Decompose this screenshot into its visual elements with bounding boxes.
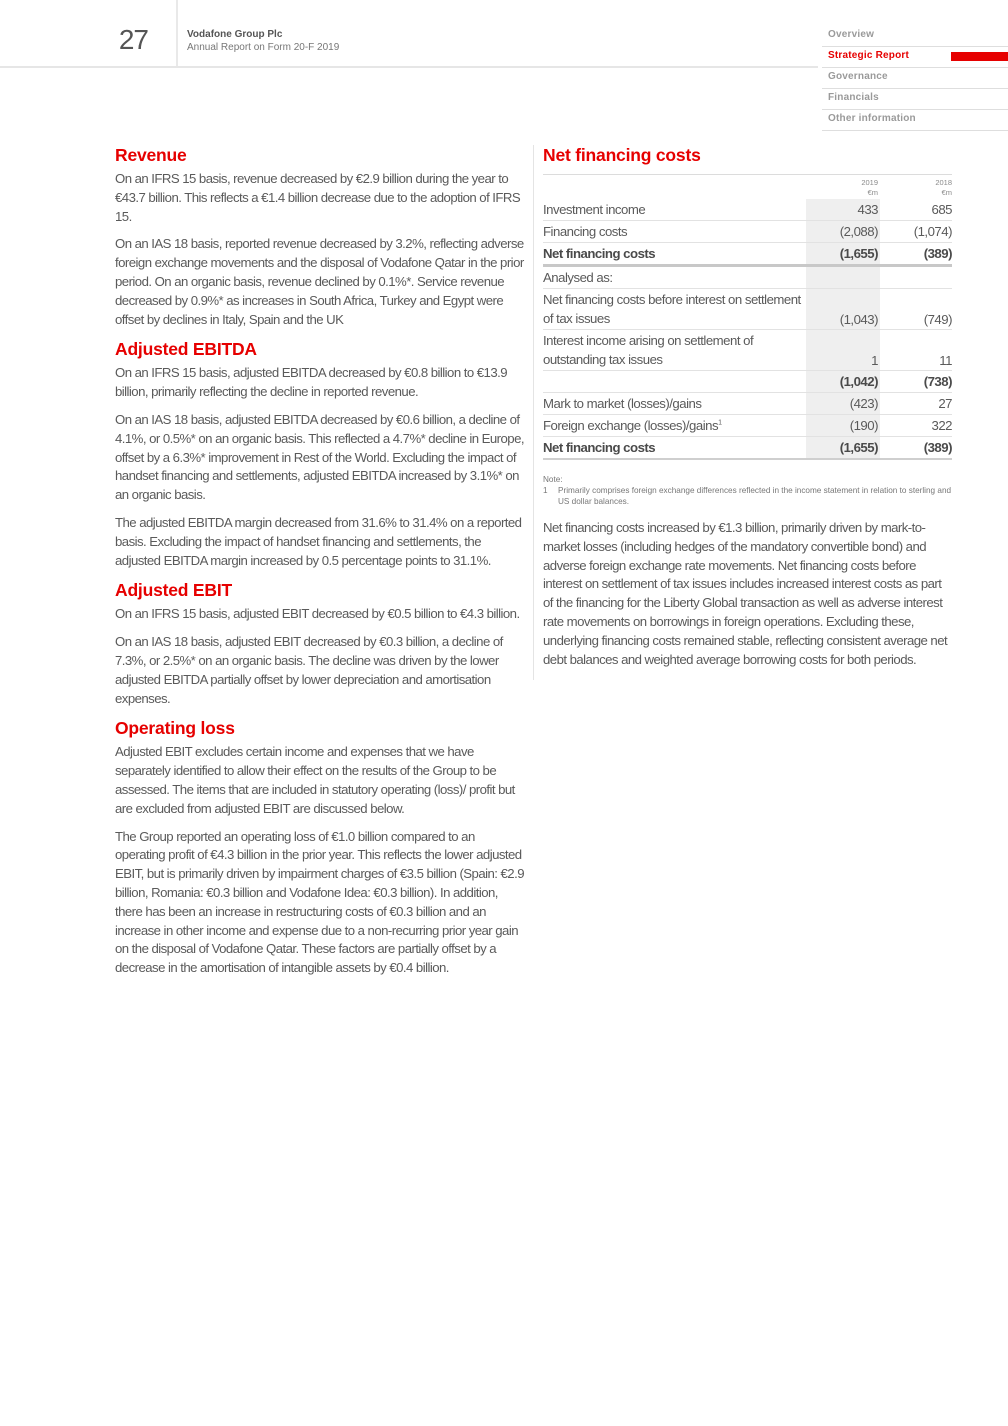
column-header-2018: 2018 €m: [880, 175, 952, 200]
footnote-marker: 1: [718, 419, 722, 427]
revenue-section: [115, 145, 525, 329]
row-label: Analysed as:: [543, 266, 806, 289]
value-2019: (1,043): [806, 289, 880, 330]
section-heading: Adjusted EBIT: [115, 580, 232, 601]
table-row: [543, 221, 952, 243]
note-item: [543, 485, 953, 507]
row-label: Net financing costs before interest on settlement of tax issues: [543, 289, 806, 330]
paragraph: On an IAS 18 basis, adjusted EBITDA decreased by €0.6 billion, a decline of 4.1%, or 0.5%* on an organic basis. This reflected a 4.7%* decline in Europe, offset by a 6.3%* improvement in Rest of the World. Excluding the impact of handset financing and settlements, adjusted EBITDA increased by 3.1%* on an organic basis.: [115, 411, 524, 503]
nav-item-label: Overview: [828, 29, 875, 40]
value-2018: (749): [880, 289, 952, 330]
value-2019: (423): [806, 393, 880, 415]
value-2018: (1,074): [880, 221, 952, 243]
value-2018: (389): [880, 437, 952, 460]
section-heading: Operating loss: [115, 718, 235, 739]
value-2018: (389): [880, 243, 952, 266]
table-row: [543, 415, 952, 437]
value-2018: [880, 266, 952, 289]
page-number: 27: [118, 24, 148, 55]
row-label: Interest income arising on settlement of outstanding tax issues: [543, 333, 754, 367]
header-blank: [543, 175, 806, 200]
column-header-2019: 2019 €m: [806, 175, 880, 200]
table-row-total: [543, 437, 952, 460]
nav-item-label: Strategic Report: [828, 50, 909, 61]
section-heading: Adjusted EBITDA: [115, 339, 257, 360]
nav-item-label: Financials: [828, 92, 879, 103]
row-label: Financing costs: [543, 221, 806, 243]
report-title: Annual Report on Form 20-F 2019: [187, 42, 340, 53]
table-row-subtotal: [543, 371, 952, 393]
column-divider: [533, 145, 534, 680]
section-nav: [822, 26, 1008, 131]
value-2019: 1: [806, 330, 880, 371]
value-2019: (1,655): [806, 437, 880, 460]
table-row: [543, 330, 952, 371]
table-note: [543, 474, 953, 507]
header-divider: [176, 0, 178, 66]
nav-item-overview[interactable]: [822, 26, 1008, 47]
paragraph: On an IFRS 15 basis, adjusted EBIT decreased by €0.5 billion to €4.3 billion.: [115, 606, 520, 622]
note-text: Primarily comprises foreign exchange differences reflected in the income statement in relation to sterling and US dollar balances.: [558, 486, 952, 506]
table-header-row: [543, 175, 952, 200]
paragraph: On an IFRS 15 basis, adjusted EBITDA decreased by €0.8 billion to €13.9 billion, primarily reflecting the decline in reported revenue.: [115, 365, 507, 400]
table-row: [543, 393, 952, 415]
header-rule: [0, 66, 818, 68]
paragraph: The adjusted EBITDA margin decreased from 31.6% to 31.4% on a reported basis. Excluding the impact of handset financing and settlements, the adjusted EBITDA margin increased by 0.5 percentage points to 31.1%.: [115, 514, 522, 568]
table-row-total: [543, 243, 952, 266]
section-heading: Revenue: [115, 145, 187, 165]
nav-item-financials[interactable]: [822, 89, 1008, 110]
table-row: [543, 289, 952, 330]
paragraph: The Group reported an operating loss of €1.0 billion compared to an operating profit of €4.3 billion in the prior year. This reflects the lower adjusted EBIT, but is primarily driven by impairment charges of €3.5 billion (Spain: €2.9 billion, Romania: €0.3 billion and Vodafone Idea: €0.3 billion). In addition, there has been an increase in restructuring costs of €0.3 billion and an increase in other income and expense due to a non-recurring prior year gain on the disposal of Vodafone Qatar. These factors are partially offset by a decrease in the amortisation of intangible assets by €0.4 billion.: [115, 828, 524, 976]
company-name: Vodafone Group Plc: [187, 29, 283, 40]
table-row: [543, 199, 952, 221]
value-2018: 322: [880, 415, 952, 437]
row-label: Investment income: [543, 199, 806, 221]
paragraph: Net financing costs increased by €1.3 billion, primarily driven by mark-to-market losses (including hedges of the mandatory convertible bond) and adverse foreign exchange rate movements. Net financing costs before interest on settlement of tax issues includes increased interest costs as part of the financing for the Liberty Global transaction as well as adverse interest rate movements on borrowings in foreign operations. Excluding these, underlying financing costs remained stable, reflecting consistent average net debt balances and weighted average borrowing costs for both periods.: [543, 520, 948, 667]
section-heading: Net financing costs: [543, 145, 701, 165]
value-2019: (190): [806, 415, 880, 437]
right-column: [543, 145, 953, 678]
paragraph: On an IAS 18 basis, adjusted EBIT decreased by €0.3 billion, a decline of 7.3%, or 2.5%* on an organic basis. The decline was driven by the lower adjusted EBITDA partially offset by lower depreciation and amortisation expenses.: [115, 634, 503, 706]
row-label: [543, 371, 806, 393]
operating-loss-section: [115, 718, 525, 978]
value-2018: 11: [939, 353, 952, 368]
nav-item-governance[interactable]: [822, 68, 1008, 89]
left-column: [115, 145, 525, 988]
value-2018: 685: [880, 199, 952, 221]
adjusted-ebit-section: [115, 580, 525, 708]
active-section-marker: [951, 52, 1008, 61]
value-2018: (738): [880, 371, 952, 393]
value-2019: (2,088): [806, 221, 880, 243]
value-2019: [806, 266, 880, 289]
note-heading: Note:: [543, 475, 563, 484]
paragraph: Adjusted EBIT excludes certain income and expenses that we have separately identified to allow their effect on the results of the Group to be assessed. The items that are included in statutory operating (loss)/ profit but are excluded from adjusted EBIT are discussed below.: [115, 744, 515, 816]
note-number: 1: [543, 486, 548, 495]
net-financing-costs-table: [543, 174, 952, 460]
table-row: [543, 266, 952, 289]
row-label: Mark to market (losses)/gains: [543, 393, 806, 415]
row-label: Net financing costs: [543, 243, 806, 266]
row-label: Net financing costs: [543, 437, 806, 460]
nav-item-label: Governance: [828, 71, 888, 82]
value-2018: 27: [880, 393, 952, 415]
row-label: Foreign exchange (losses)/gains$^1$: [543, 415, 806, 437]
paragraph: On an IAS 18 basis, reported revenue decreased by 3.2%, reflecting adverse foreign exchange movements and the disposal of Vodafone Qatar in the prior period. On an organic basis, revenue declined by 0.1%*. Service revenue decreased by 0.9%* as increases in South Africa, Turkey and Egypt were offset by declines in Italy, Spain and the UK: [115, 236, 524, 327]
paragraph: On an IFRS 15 basis, revenue decreased by €2.9 billion during the year to €43.7 billion. This reflects a €1.4 billion decrease due to the adoption of IFRS 15.: [115, 171, 521, 224]
value-2019: (1,042): [806, 371, 880, 393]
nav-item-strategic-report[interactable]: [822, 47, 1008, 68]
nav-item-label: Other information: [828, 113, 916, 124]
nav-item-other-information[interactable]: [822, 110, 1008, 131]
adjusted-ebitda-section: [115, 339, 525, 570]
value-2019: (1,655): [806, 243, 880, 266]
value-2019: 433: [806, 199, 880, 221]
